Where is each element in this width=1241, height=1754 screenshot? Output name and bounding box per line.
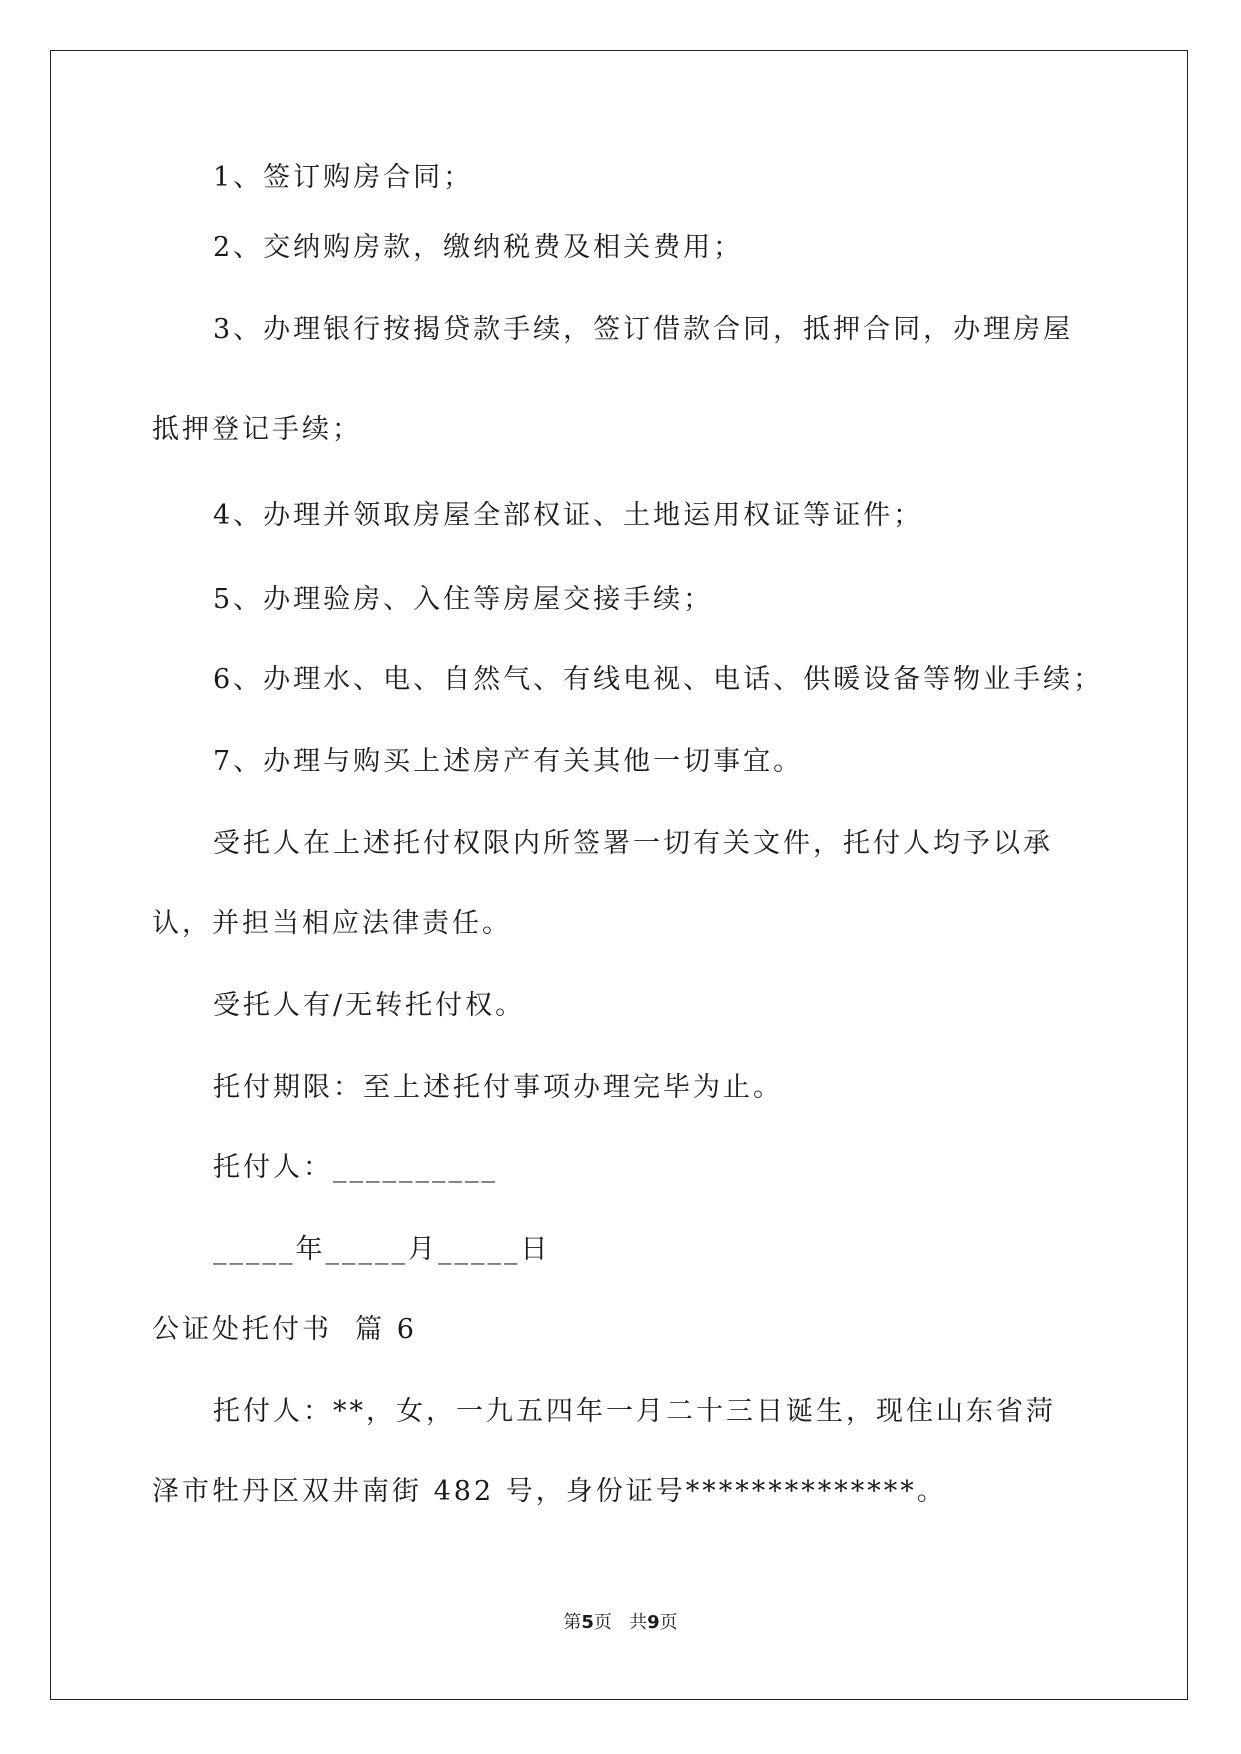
text-line-13: 托付人：__________: [213, 1152, 498, 1183]
text-line-1: 1、签订购房合同；: [213, 162, 474, 193]
footer-total-pages: 9: [647, 1612, 660, 1633]
text-line-10: 认，并担当相应法律责任。: [152, 908, 512, 939]
text-line-2: 2、交纳购房款，缴纳税费及相关费用；: [213, 232, 744, 263]
text-line-3: 3、办理银行按揭贷款手续，签订借款合同，抵押合同，办理房屋: [213, 314, 1074, 345]
text-line-4: 抵押登记手续；: [152, 414, 362, 445]
text-line-14: _____年_____月_____日: [213, 1234, 551, 1265]
text-line-17: 泽市牡丹区双井南街 482 号，身份证号**************。: [152, 1476, 947, 1507]
footer-prefix: 第: [563, 1612, 582, 1633]
page-border: [50, 50, 1188, 1700]
text-line-5: 4、办理并领取房屋全部权证、土地运用权证等证件；: [213, 500, 924, 531]
text-line-6: 5、办理验房、入住等房屋交接手续；: [213, 584, 714, 615]
text-line-8: 7、办理与购买上述房产有关其他一切事宜。: [213, 746, 804, 777]
text-line-11: 受托人有/无转托付权。: [213, 990, 526, 1021]
footer-mid: 页 共: [593, 1612, 648, 1633]
text-line-12: 托付期限：至上述托付事项办理完毕为止。: [213, 1072, 783, 1103]
footer-page-number: 5: [581, 1612, 594, 1633]
text-line-7: 6、办理水、电、自然气、有线电视、电话、供暖设备等物业手续；: [213, 664, 1104, 695]
footer-suffix: 页: [659, 1612, 678, 1633]
text-line-16: 托付人：**，女，一九五四年一月二十三日诞生，现住山东省菏: [213, 1396, 1056, 1427]
page-footer: [0, 1608, 1241, 1634]
section-heading: 公证处托付书 篇 6: [152, 1314, 417, 1345]
text-line-9: 受托人在上述托付权限内所签署一切有关文件，托付人均予以承: [213, 828, 1053, 859]
